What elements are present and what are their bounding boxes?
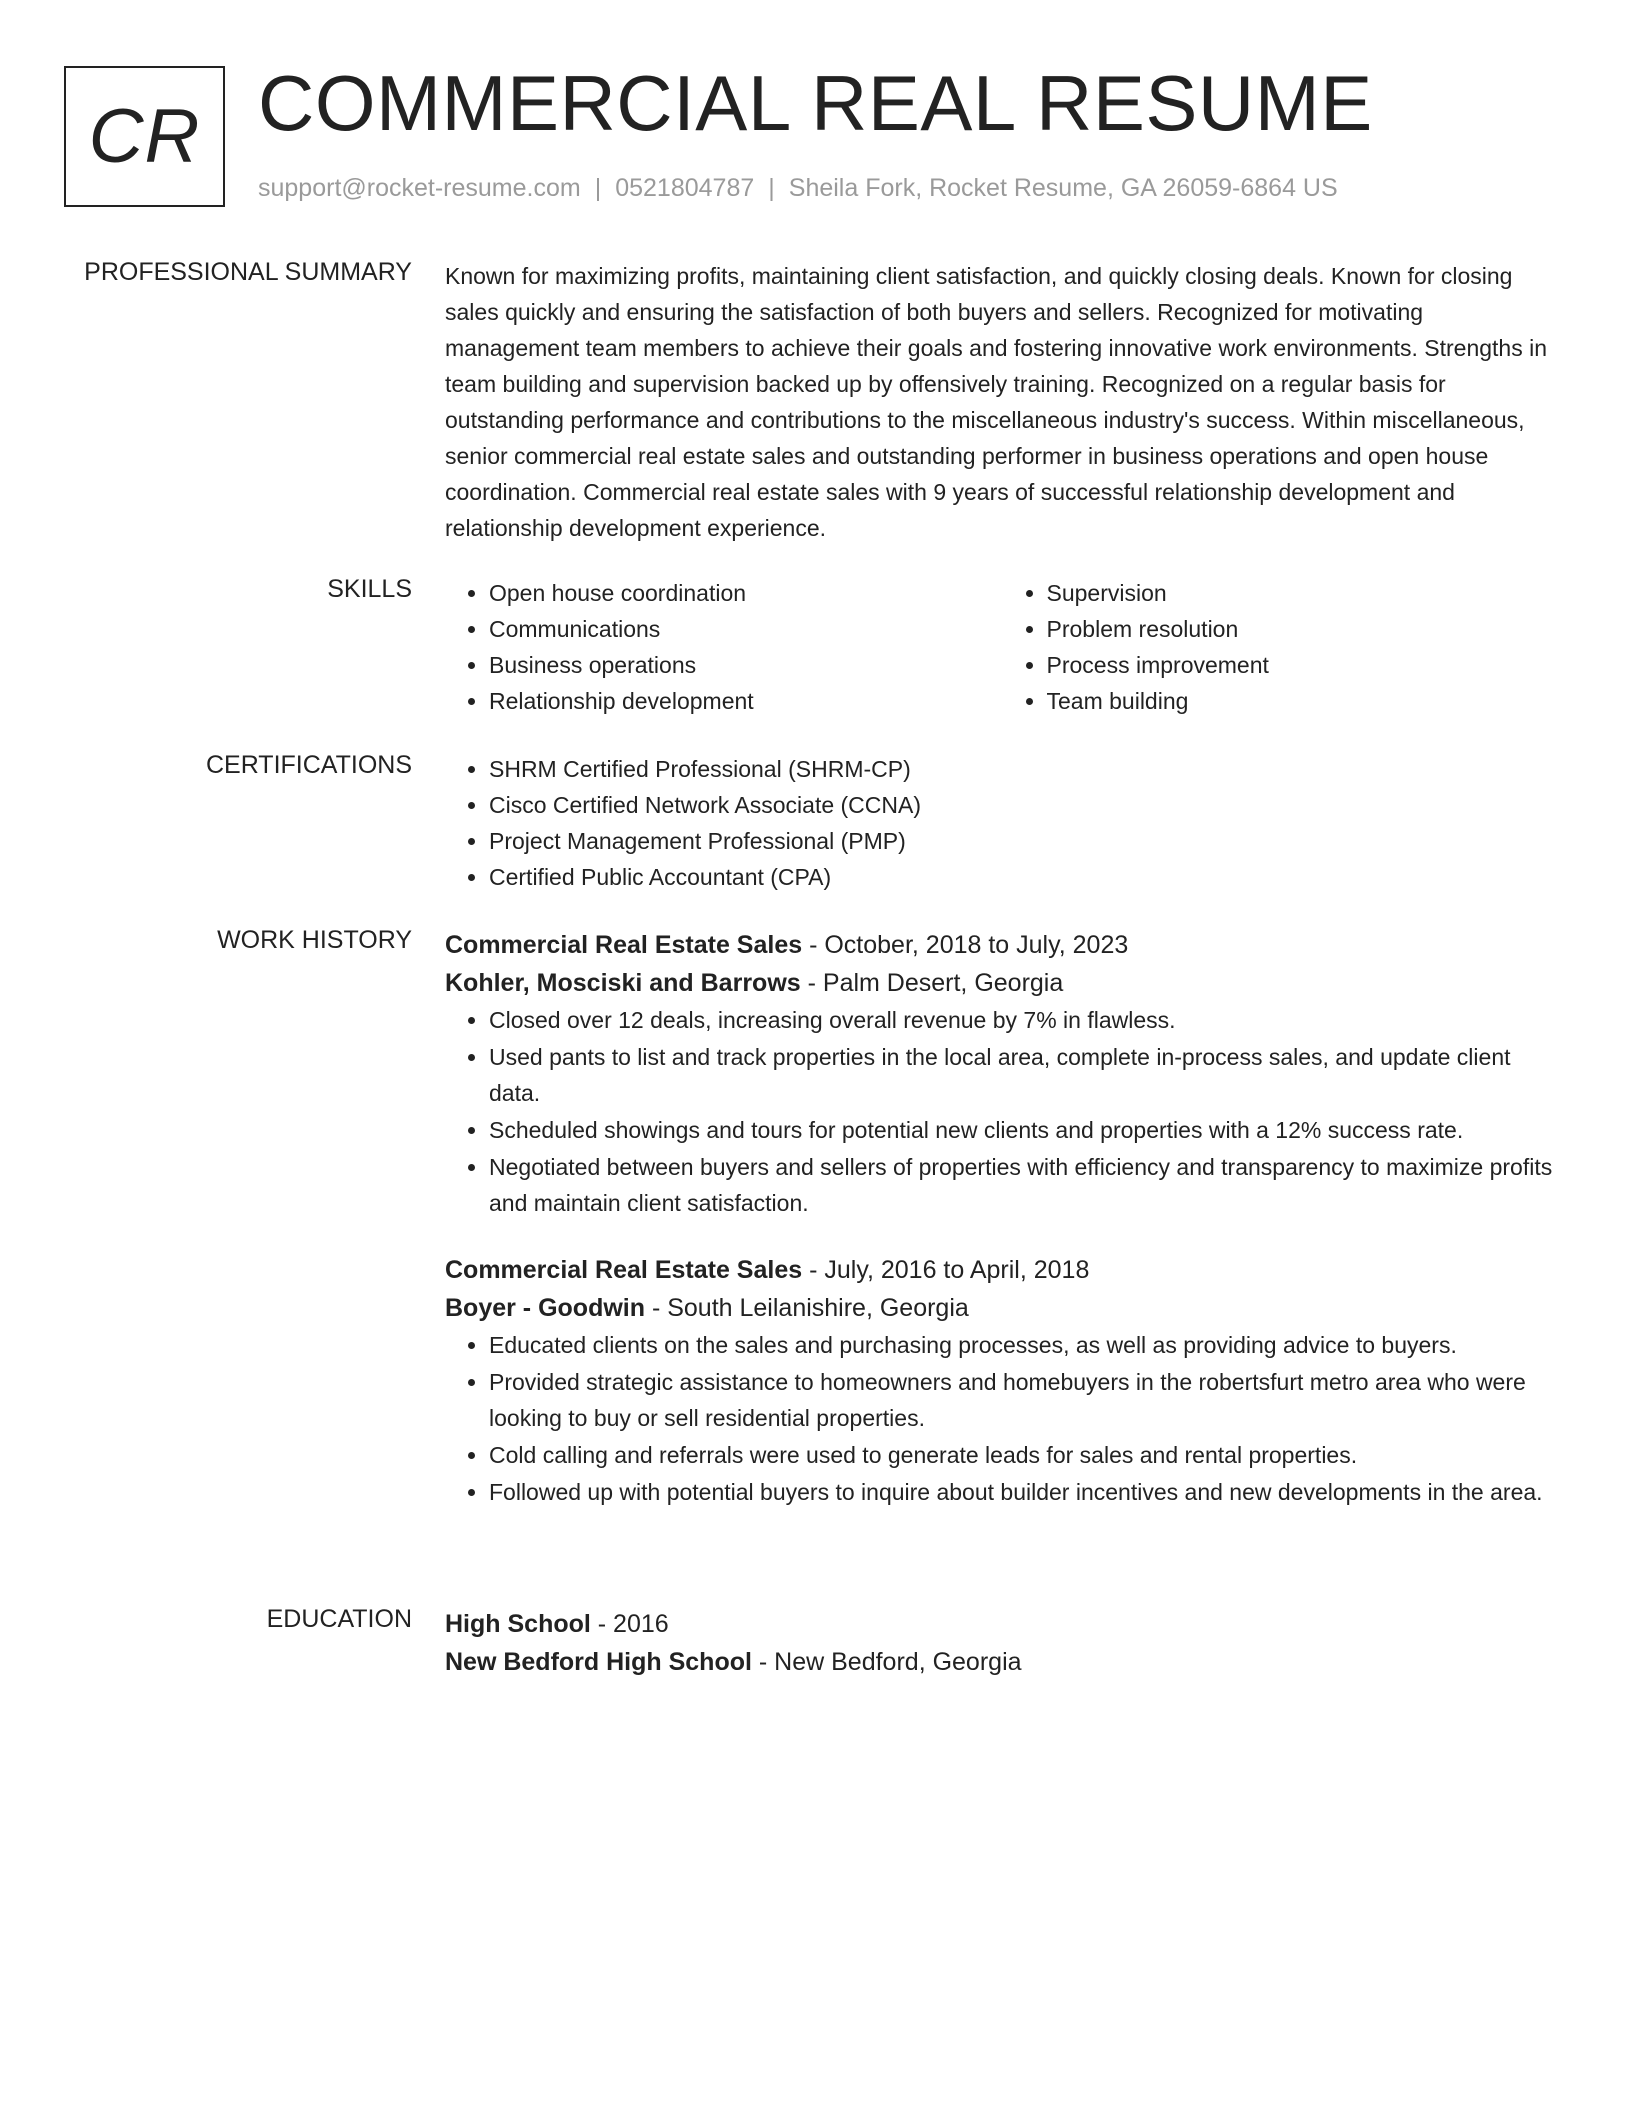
contact-separator: | (594, 174, 602, 202)
skill-item: • Team building (1047, 683, 1561, 719)
job-company-line (445, 964, 1560, 1002)
job-bullet: • Scheduled showings and tours for potential new clients and properties with a 12% success rate. (489, 1112, 1560, 1148)
contact-line (258, 174, 1338, 203)
section-label-skills: SKILLS (327, 575, 412, 603)
job-bullet: • Used pants to list and track properties in the local area, complete in-process sales, and update client data. (489, 1039, 1560, 1111)
skills-list-left (445, 575, 1003, 719)
education-school-line (445, 1643, 1560, 1681)
job-bullet: • Followed up with potential buyers to inquire about builder incentives and new developments in the area. (489, 1474, 1560, 1510)
job-bullet-list (445, 1327, 1560, 1510)
skill-item: • Relationship development (489, 683, 1003, 719)
certification-item: • Certified Public Accountant (CPA) (489, 859, 1560, 895)
skill-item: • Process improvement (1047, 647, 1561, 683)
job-location: - Palm Desert, Georgia (800, 969, 1064, 997)
contact-phone[interactable]: 0521804787 (615, 174, 755, 202)
job-title: Commercial Real Estate Sales (445, 1256, 803, 1284)
education-location: - New Bedford, Georgia (751, 1648, 1022, 1676)
education-year: - 2016 (590, 1610, 669, 1638)
job-bullet: • Negotiated between buyers and sellers of properties with efficiency and transparency to maximize profits and maintain client satisfaction. (489, 1149, 1560, 1221)
job-bullet: • Educated clients on the sales and purchasing processes, as well as providing advice to buyers. (489, 1327, 1560, 1363)
contact-address: Sheila Fork, Rocket Resume, GA 26059-6864 US (788, 174, 1338, 202)
job-bullet-list (445, 1002, 1560, 1221)
job-title-line (445, 1251, 1560, 1289)
job-title-line (445, 926, 1560, 964)
section-label-summary: PROFESSIONAL SUMMARY (84, 258, 412, 286)
section-label-education: EDUCATION (266, 1605, 412, 1633)
section-label-certifications: CERTIFICATIONS (205, 751, 412, 779)
certifications-list (445, 751, 1560, 895)
job-title: Commercial Real Estate Sales (445, 931, 803, 959)
job-bullet: • Cold calling and referrals were used to generate leads for sales and rental properties. (489, 1437, 1560, 1473)
skill-item: • Open house coordination (489, 575, 1003, 611)
skill-item: • Supervision (1047, 575, 1561, 611)
certification-item: • Project Management Professional (PMP) (489, 823, 1560, 859)
education-degree-line (445, 1605, 1560, 1643)
contact-separator: | (768, 174, 775, 202)
certification-item: • SHRM Certified Professional (SHRM-CP) (489, 751, 1560, 787)
job-entry (445, 1251, 1560, 1510)
education-school: New Bedford High School (445, 1648, 752, 1676)
monogram-box (64, 66, 225, 207)
skills-list-right (1003, 575, 1561, 719)
job-company: Boyer - Goodwin (445, 1294, 645, 1322)
skill-item: • Business operations (489, 647, 1003, 683)
education-degree: High School (445, 1610, 591, 1638)
certification-item: • Cisco Certified Network Associate (CCNA) (489, 787, 1560, 823)
job-company: Kohler, Mosciski and Barrows (445, 969, 801, 997)
resume-title: COMMERCIAL REAL RESUME (258, 59, 1373, 147)
summary-text: Known for maximizing profits, maintaining client satisfaction, and quickly closing deals. Known for closing sales quickly and ensuring the satisfaction of both buyers and sellers. Recognized for motivating management team members to achieve their goals and fostering innovative work environments. Strengths in team building and supervision backed up by offensively training. Recognized on a regular basis for outstanding performance and contributions to the miscellaneous industry's success. Within miscellaneous, senior commercial real estate sales and outstanding performer in business operations and open house coordination. Commercial real estate sales with 9 years of successful relationship development and relationship development experience. (445, 263, 1548, 541)
job-dates: - July, 2016 to April, 2018 (802, 1256, 1090, 1284)
skill-item: • Communications (489, 611, 1003, 647)
skill-item: • Problem resolution (1047, 611, 1561, 647)
job-company-line (445, 1289, 1560, 1327)
contact-email[interactable]: support@rocket-resume.com (258, 174, 581, 202)
job-bullet: • Provided strategic assistance to homeowners and homebuyers in the robertsfurt metro area who were looking to buy or sell residential properties. (489, 1364, 1560, 1436)
job-location: - South Leilanishire, Georgia (645, 1294, 969, 1322)
job-dates: - October, 2018 to July, 2023 (802, 931, 1129, 959)
job-bullet: • Closed over 12 deals, increasing overall revenue by 7% in flawless. (489, 1002, 1560, 1038)
monogram-initials: CR (88, 94, 201, 179)
job-entry (445, 926, 1560, 1221)
section-label-work: WORK HISTORY (217, 926, 412, 954)
